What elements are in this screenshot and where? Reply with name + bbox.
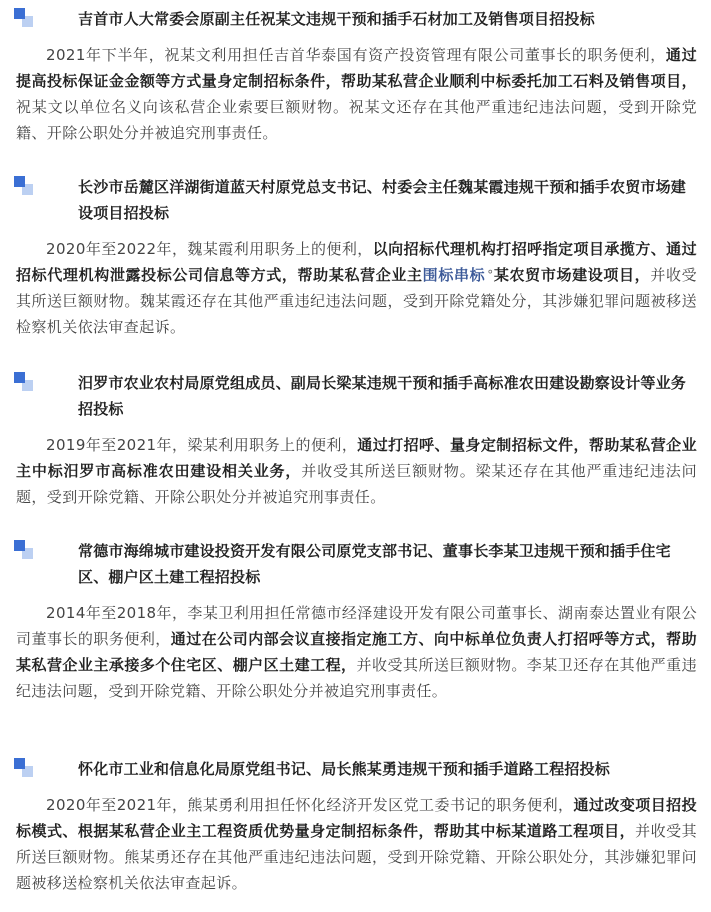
case-title: 怀化市工业和信息化局原党组书记、局长熊某勇违规干预和插手道路工程招投标 <box>78 760 611 778</box>
case-title: 长沙市岳麓区洋湖街道蓝天村原党总支书记、村委会主任魏某霞违规干预和插手农贸市场建设项目招投标 <box>78 178 687 222</box>
keyword-link[interactable]: 围标串标 <box>422 266 486 284</box>
case-body: 2021年下半年，祝某文利用担任吉首华泰国有资产投资管理有限公司董事长的职务便利，通过提高投标保证金金额等方式量身定制招标条件，帮助某私营企业顺利中标委托加工石料及销售项目，祝某文以单位名义向该私营企业索要巨额财物。祝某文还存在其他严重违纪违法问题，受到开除党籍、开除公职处分并被追究刑事责任。 <box>16 46 697 142</box>
case-body: 2014年至2018年，李某卫利用担任常德市经泽建设开发有限公司董事长、湖南泰达置业有限公司董事长的职务便利，通过在公司内部会议直接指定施工方、向中标单位负责人打招呼等方式，帮助某私营企业主承接多个住宅区、棚户区土建工程，并收受其所送巨额财物。李某卫还存在其他严重违纪违法问题，受到开除党籍、开除公职处分并被追究刑事责任。 <box>16 604 697 700</box>
case-title: 常德市海绵城市建设投资开发有限公司原党支部书记、董事长李某卫违规干预和插手住宅区、棚户区土建工程招投标 <box>78 542 671 586</box>
case-section-5 <box>0 756 711 896</box>
section-marker-icon <box>14 8 34 30</box>
section-marker-icon <box>14 176 34 198</box>
case-body: 2020年至2021年，熊某勇利用担任怀化经济开发区党工委书记的职务便利，通过改变项目招投标模式、根据某私营企业主工程资质优势量身定制招标条件，帮助其中标某道路工程项目，并收受其所送巨额财物。熊某勇还存在其他严重违纪违法问题，受到开除党籍、开除公职处分，其涉嫌犯罪问题被移送检察机关依法审查起诉。 <box>16 796 698 892</box>
case-section-2 <box>0 174 711 340</box>
case-title: 汨罗市农业农村局原党组成员、副局长梁某违规干预和插手高标准农田建设勘察设计等业务招投标 <box>78 374 687 418</box>
section-marker-icon <box>14 758 34 780</box>
case-title: 吉首市人大常委会原副主任祝某文违规干预和插手石材加工及销售项目招投标 <box>78 10 595 28</box>
section-marker-icon <box>14 372 34 394</box>
case-section-3 <box>0 370 711 510</box>
case-section-4 <box>0 538 711 704</box>
case-section-1 <box>0 6 711 146</box>
section-marker-icon <box>14 540 34 562</box>
case-body: 2020年至2022年，魏某霞利用职务上的便利，以向招标代理机构打招呼指定项目承揽方、通过招标代理机构泄露投标公司信息等方式，帮助某私营企业主围标串标 °某农贸市场建设项目，并收受其所送巨额财物。魏某霞还存在其他严重违纪违法问题，受到开除党籍处分，其涉嫌犯罪问题被移送检察机关依法审查起诉。 <box>16 240 698 336</box>
case-body: 2019年至2021年，梁某利用职务上的便利，通过打招呼、量身定制招标文件，帮助某私营企业主中标汨罗市高标准农田建设相关业务，并收受其所送巨额财物。梁某还存在其他严重违纪违法问题，受到开除党籍、开除公职处分并被追究刑事责任。 <box>16 436 698 506</box>
search-icon[interactable]: ° <box>487 268 494 282</box>
